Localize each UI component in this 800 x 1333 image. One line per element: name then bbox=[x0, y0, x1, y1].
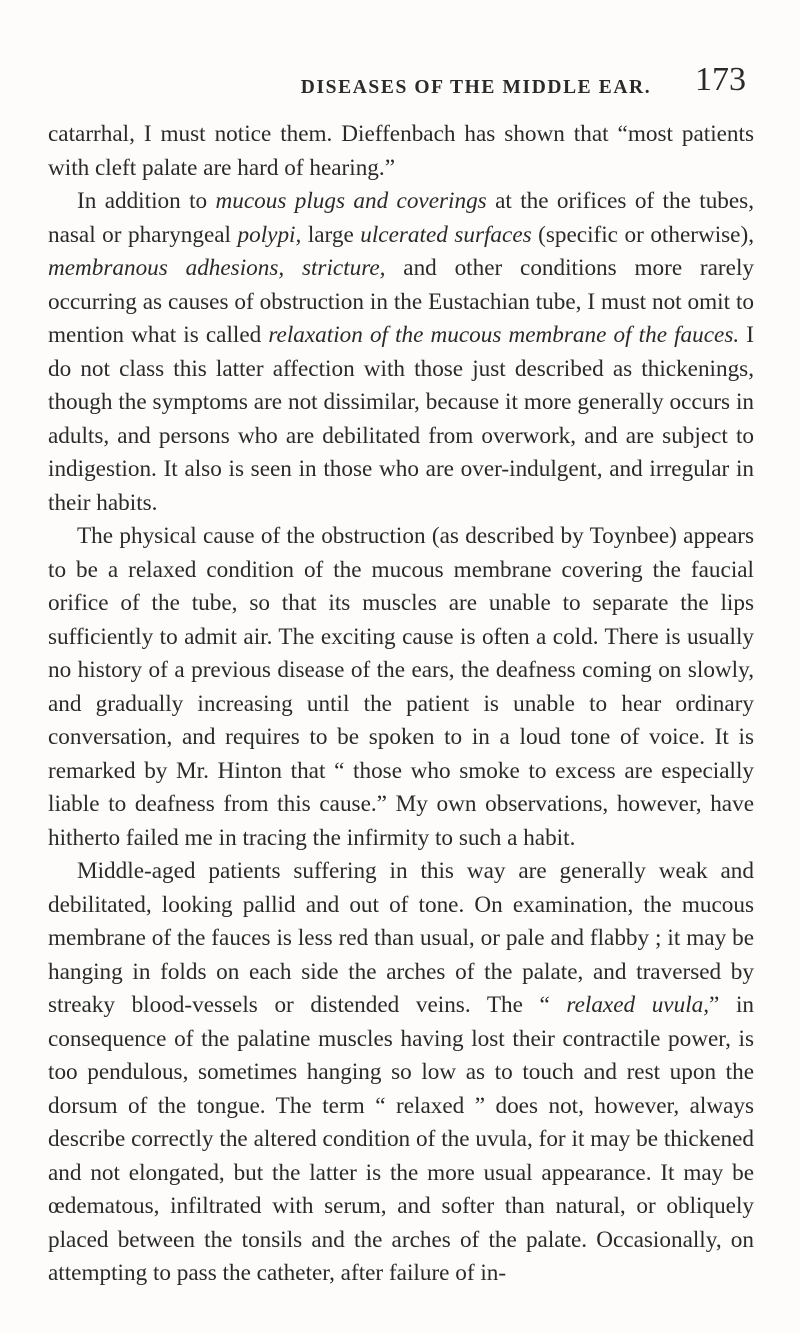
text-run: I do not class this latter affection with those just described as thickenings, though the symptoms are not dissimilar, because it more generally occurs in adults, and persons who are debilitated from overwork, and are subject to indigestion. It also is seen in those who are over-indulgent, and irregular in their habits. bbox=[48, 322, 754, 516]
italic-text: ulcerated surfaces bbox=[360, 221, 532, 248]
text-run: (specific or otherwise), bbox=[531, 221, 754, 248]
text-run: Middle-aged patients suffering in this way are generally weak and debilitated, looking pallid and out of tone. On examination, the mucous membrane of the fauces is less red than usual, or pale and flabby ; it may be hanging in folds on each side the arches of the palate, and traversed by streaky blood-vessels or distended veins. The “ bbox=[48, 858, 754, 1018]
paragraph bbox=[48, 185, 754, 520]
paragraph bbox=[48, 855, 754, 1291]
paragraph bbox=[48, 118, 754, 185]
italic-text: relaxed uvula, bbox=[566, 992, 710, 1018]
text-run: large bbox=[301, 221, 361, 248]
body-text bbox=[48, 118, 754, 1291]
text-run: catarrhal, I must notice them. Dieffenbach has shown that “most patients with cleft palate are hard of hearing.” bbox=[48, 121, 754, 181]
italic-text: polypi, bbox=[237, 221, 302, 248]
italic-text: relaxation of the mucous membrane of the fauces. bbox=[268, 322, 740, 348]
text-run: ” in consequence of the palatine muscles having lost their contractile power, is too pendulous, sometimes hanging so low as to touch and rest upon the dorsum of the tongue. The term “ relaxed ” does not, however, always describe correctly the altered condition of the uvula, for it may be thickened and not elongated, but the latter is the more usual appearance. It may be œdematous, infiltrated with serum, and softer than natural, or obliquely placed between the tonsils and the arches of the palate. Occasionally, on attempting to pass the catheter, after failure of in- bbox=[48, 992, 754, 1286]
text-run: In addition to bbox=[77, 188, 216, 214]
text-run: and other conditions more rarely occurring as causes of obstruction in the Eustachian tube, I must not omit to mention what is called bbox=[48, 255, 754, 348]
text-run: The physical cause of the obstruction (as described by Toynbee) appears to be a relaxed condition of the mucous membrane covering the faucial orifice of the tube, so that its muscles are unable to separate the lips sufficiently to admit air. The exciting cause is often a cold. There is usually no history of a previous disease of the ears, the deafness coming on slowly, and gradually increasing until the patient is unable to hear ordinary conversation, and requires to be spoken to in a loud tone of voice. It is remarked by Mr. Hinton that “ those who smoke to excess are especially liable to deafness from this cause.” My own observations, however, have hitherto failed me in tracing the infirmity to such a habit. bbox=[48, 523, 754, 851]
italic-text: mucous plugs and coverings bbox=[215, 188, 487, 214]
text-run: at the orifices of the tubes, nasal or pharyngeal bbox=[48, 188, 754, 248]
paragraph bbox=[48, 520, 754, 855]
page-number: 173 bbox=[695, 61, 746, 98]
italic-text: membranous adhesions, stricture, bbox=[48, 255, 386, 281]
running-header bbox=[48, 61, 754, 110]
running-title: DISEASES OF THE MIDDLE EAR. bbox=[300, 77, 652, 98]
